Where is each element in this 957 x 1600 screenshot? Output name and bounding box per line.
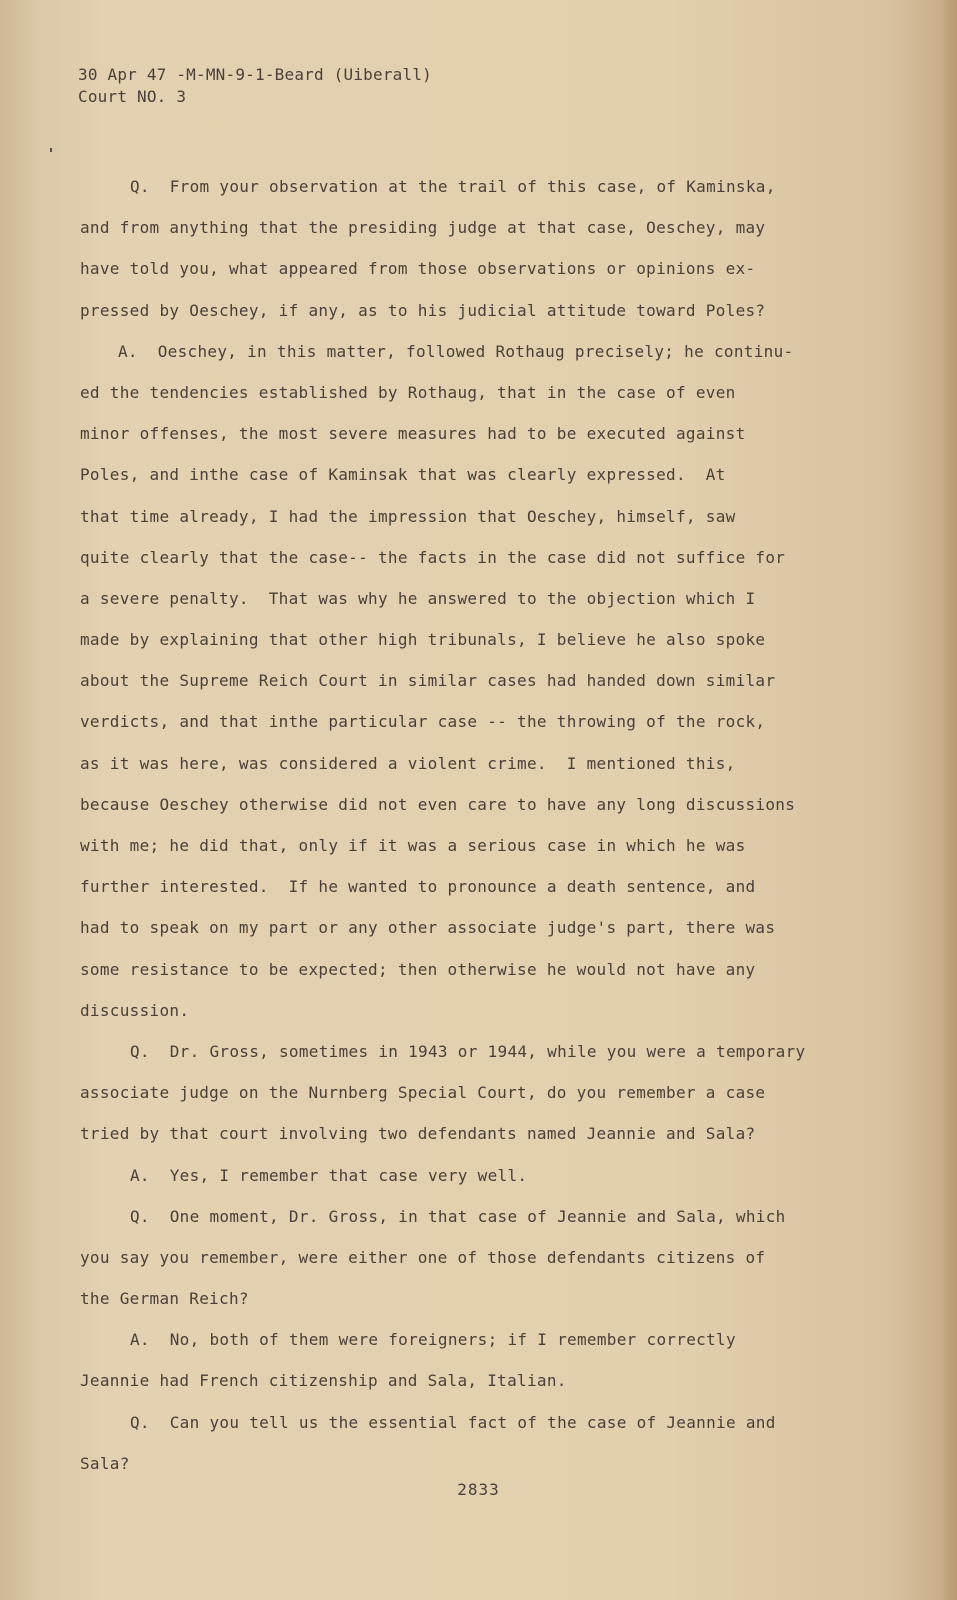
text-line: A. No, both of them were foreigners; if I remember correctly: [130, 1330, 736, 1350]
text-line: Q. Can you tell us the essential fact of the case of Jeannie and: [130, 1412, 776, 1432]
text-line: about the Supreme Reich Court in similar cases had handed down similar: [80, 671, 776, 691]
text-line: because Oeschey otherwise did not even care to have any long discussions: [80, 794, 796, 814]
transcript-body: [80, 166, 840, 1484]
header-date-line: 30 Apr 47 -M-MN-9-1-Beard (Uiberall): [78, 65, 432, 84]
text-line: had to speak on my part or any other associate judge's part, there was: [80, 918, 776, 938]
document-header: [78, 64, 432, 108]
text-line: pressed by Oeschey, if any, as to his judicial attitude toward Poles?: [80, 300, 766, 320]
text-line: Jeannie had French citizenship and Sala, Italian.: [80, 1371, 567, 1391]
text-line: discussion.: [80, 1000, 190, 1020]
text-line: some resistance to be expected; then otherwise he would not have any: [80, 959, 756, 979]
text-line: the German Reich?: [80, 1289, 249, 1309]
text-line: Q. From your observation at the trail of this case, of Kaminska,: [130, 177, 776, 196]
text-line: as it was here, was considered a violent crime. I mentioned this,: [80, 753, 736, 773]
text-line: minor offenses, the most severe measures had to be executed against: [80, 424, 746, 444]
text-line: A. Oeschey, in this matter, followed Rothaug precisely; he continu-: [118, 341, 794, 361]
text-line: have told you, what appeared from those observations or opinions ex-: [80, 259, 756, 279]
text-line: quite clearly that the case-- the facts in the case did not suffice for: [80, 547, 786, 567]
page-number: 2833: [457, 1480, 500, 1499]
text-line: with me; he did that, only if it was a serious case in which he was: [80, 836, 746, 855]
text-line: ed the tendencies established by Rothaug, that in the case of even: [80, 382, 736, 402]
text-line: and from anything that the presiding judge at that case, Oeschey, may: [80, 218, 766, 238]
text-line: made by explaining that other high tribunals, I believe he also spoke: [80, 630, 766, 650]
text-line: Poles, and inthe case of Kaminsak that was clearly expressed. At: [80, 465, 726, 485]
text-line: A. Yes, I remember that case very well.: [130, 1165, 528, 1185]
header-court-line: Court NO. 3: [78, 87, 187, 106]
text-line: Q. Dr. Gross, sometimes in 1943 or 1944, while you were a temporary: [130, 1041, 806, 1061]
text-line: verdicts, and that inthe particular case -- the throwing of the rock,: [80, 712, 766, 732]
text-line: you say you remember, were either one of those defendants citizens of: [80, 1247, 766, 1267]
text-line: a severe penalty. That was why he answered to the objection which I: [80, 588, 756, 608]
text-line: Sala?: [80, 1453, 130, 1473]
text-line: Q. One moment, Dr. Gross, in that case of Jeannie and Sala, which: [130, 1206, 786, 1226]
text-line: tried by that court involving two defendants named Jeannie and Sala?: [80, 1124, 756, 1144]
text-line: associate judge on the Nurnberg Special Court, do you remember a case: [80, 1083, 766, 1103]
page-edge-shadow: [939, 0, 957, 1600]
text-line: that time already, I had the impression that Oeschey, himself, saw: [80, 506, 736, 526]
margin-mark: [50, 148, 52, 152]
text-line: further interested. If he wanted to pronounce a death sentence, and: [80, 877, 756, 897]
